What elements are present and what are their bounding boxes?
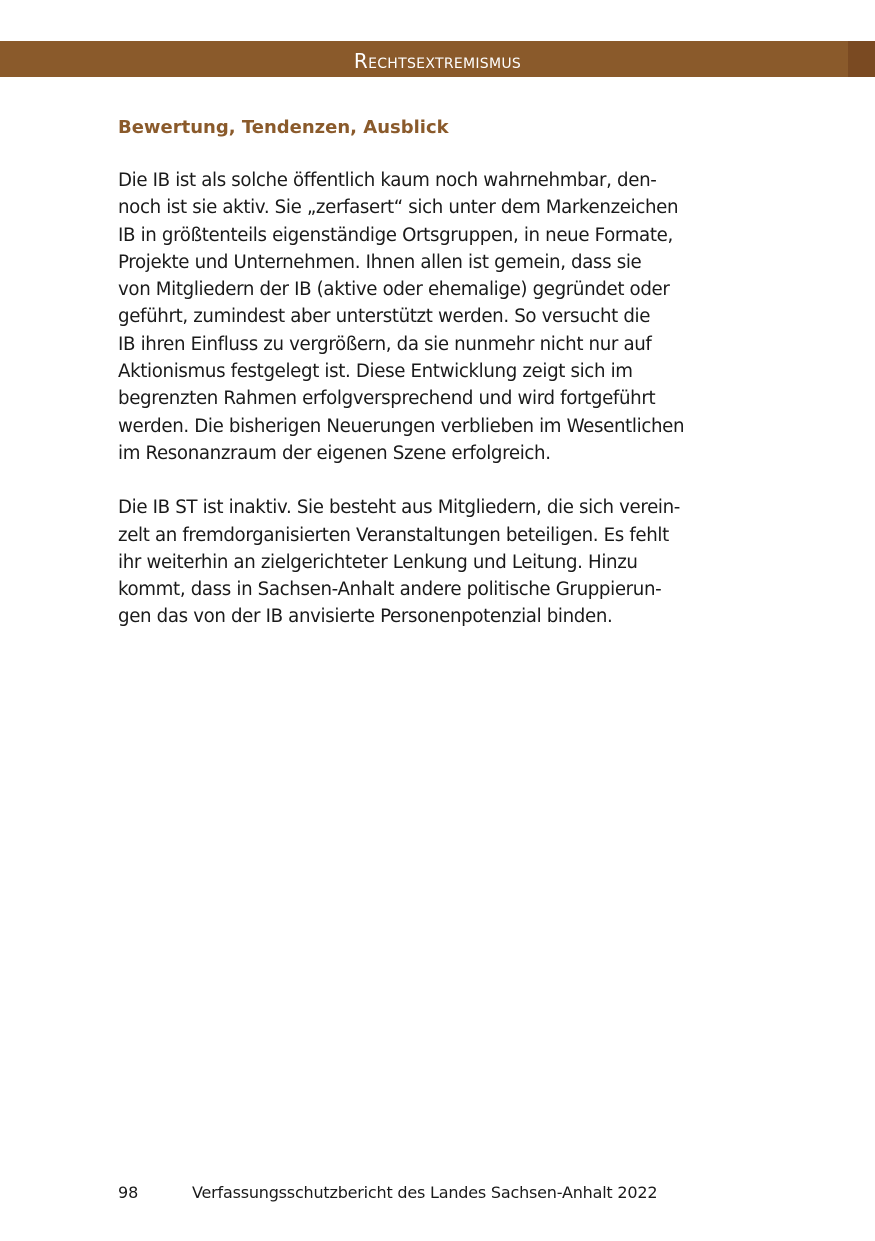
text-line: Die IB ist als solche öffentlich kaum noch wahrnehmbar, den- — [118, 170, 657, 191]
text-line: IB ihren Einfluss zu vergrößern, da sie nunmehr nicht nur auf — [118, 333, 652, 355]
text-line: Die IB ST ist inaktiv. Sie besteht aus Mitgliedern, die sich verein- — [118, 497, 681, 519]
text-line: Projekte und Unternehmen. Ihnen allen ist gemein, dass sie — [118, 251, 642, 273]
page-content — [118, 114, 768, 658]
text-line: im Resonanzraum der eigenen Szene erfolgreich. — [118, 442, 551, 464]
text-line: zelt an fremdorganisierten Veranstaltungen beteiligen. Es fehlt — [118, 524, 669, 546]
page-number: 98 — [118, 1183, 139, 1202]
section-heading: Bewertung, Tendenzen, Ausblick — [118, 117, 449, 138]
text-line: gen das von der IB anvisierte Personenpotenzial binden. — [118, 606, 613, 628]
text-line: geführt, zumindest aber unterstützt werden. So versucht die — [118, 306, 651, 328]
text-line: Aktionismus festgelegt ist. Diese Entwicklung zeigt sich im — [118, 361, 633, 383]
paragraph-assessment-ib — [118, 167, 768, 467]
text-line: kommt, dass in Sachsen-Anhalt andere politische Gruppierun- — [118, 579, 662, 601]
text-line: werden. Die bisherigen Neuerungen verblieben im Wesentlichen — [118, 415, 685, 437]
text-line: IB in größtenteils eigenständige Ortsgruppen, in neue Formate, — [118, 224, 673, 246]
paragraph-assessment-ib-st — [118, 494, 768, 630]
publication-title: Verfassungsschutzbericht des Landes Sachsen-Anhalt 2022 — [192, 1183, 658, 1202]
text-line: begrenzten Rahmen erfolgversprechend und wird fortgeführt — [118, 388, 656, 410]
chapter-header-band — [0, 41, 875, 77]
text-line: noch ist sie aktiv. Sie „zerfasert“ sich unter dem Markenzeichen — [118, 197, 679, 219]
page-footer — [118, 1181, 768, 1205]
text-line: von Mitgliedern der IB (aktive oder ehemalige) gegründet oder — [118, 279, 670, 301]
chapter-title: Rechtsextremismus — [353, 49, 522, 73]
text-line: ihr weiterhin an zielgerichteter Lenkung und Leitung. Hinzu — [118, 551, 638, 573]
